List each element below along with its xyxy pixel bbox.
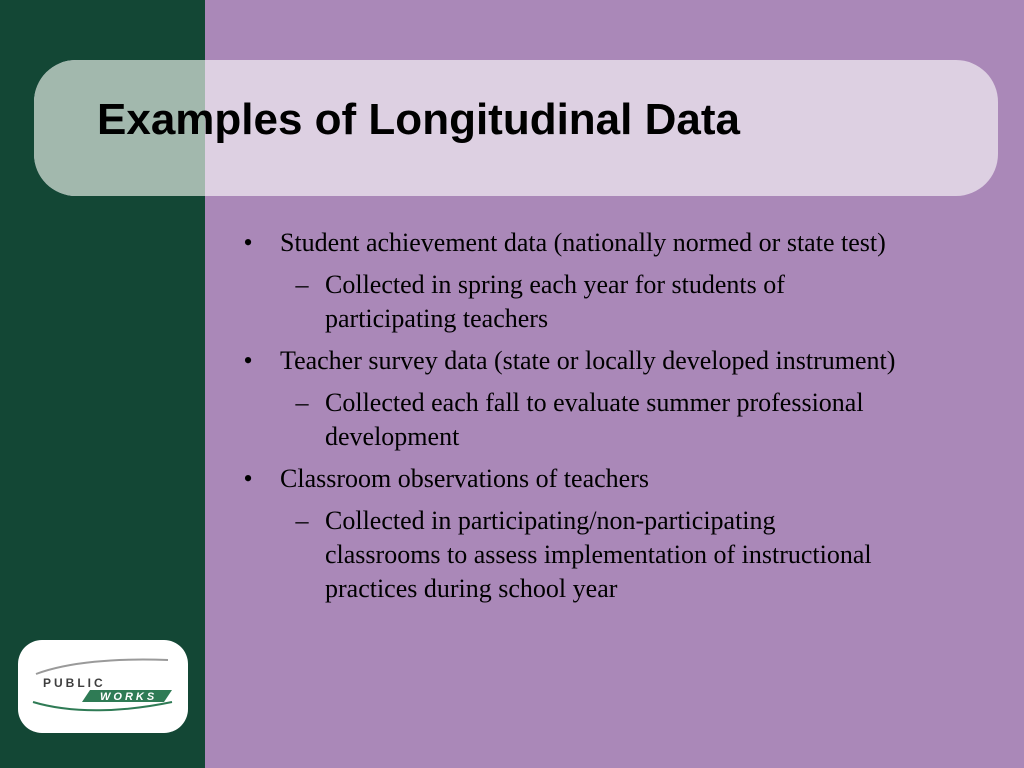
slide-title: Examples of Longitudinal Data [97, 95, 740, 144]
public-works-logo-graphic [18, 640, 188, 733]
dash-marker: – [295, 270, 309, 299]
bullet-marker: • [243, 464, 253, 493]
bullet-text: Teacher survey data (state or locally developed instrument) [280, 346, 896, 375]
bullet-item-teacher-survey [238, 344, 990, 378]
bullet-item-classroom-observations [238, 462, 990, 496]
sub-bullet-text: Collected each fall to evaluate summer professional development [325, 388, 864, 451]
logo-word-works: WORKS [100, 691, 158, 703]
sub-bullet-classroom-collection [238, 504, 895, 606]
sub-bullet-spring-collection [238, 268, 895, 336]
bullet-list [238, 226, 978, 614]
bullet-marker: • [243, 346, 253, 375]
logo-word-public: PUBLIC [43, 676, 106, 690]
dash-marker: – [295, 506, 309, 535]
bullet-text: Student achievement data (nationally normed or state test) [280, 228, 886, 257]
bullet-text: Classroom observations of teachers [280, 464, 649, 493]
bullet-marker: • [243, 228, 253, 257]
sub-bullet-text: Collected in participating/non-participating classrooms to assess implementation of instructional practices during school year [325, 506, 872, 603]
public-works-logo [18, 640, 188, 733]
title-banner [34, 60, 998, 196]
sub-bullet-fall-collection [238, 386, 895, 454]
dash-marker: – [295, 388, 309, 417]
sub-bullet-text: Collected in spring each year for students of participating teachers [325, 270, 785, 333]
bullet-item-student-achievement [238, 226, 990, 260]
